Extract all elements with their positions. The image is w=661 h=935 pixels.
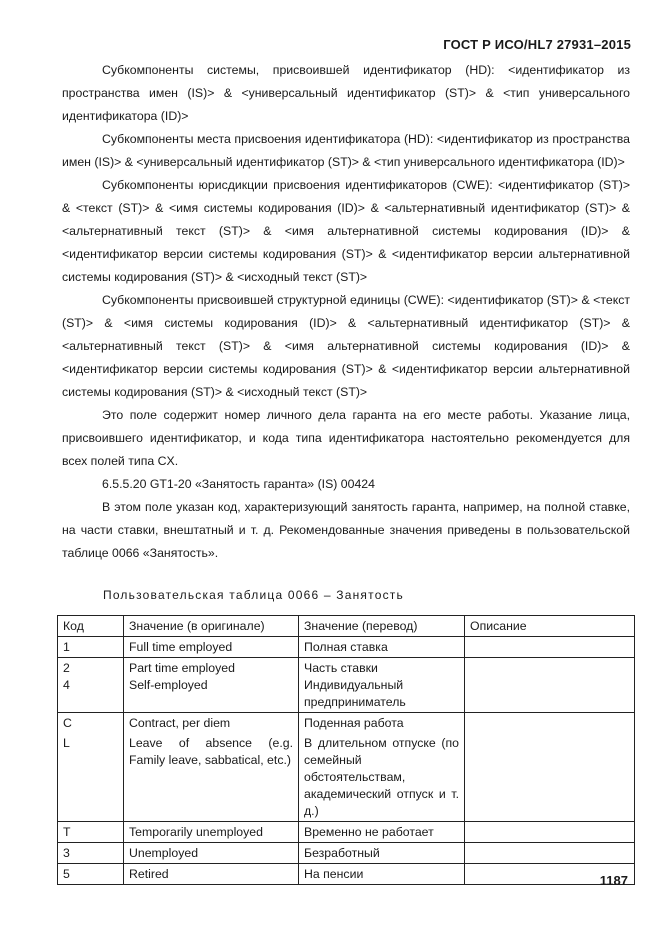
cell-original: Temporarily unemployed (124, 822, 299, 843)
translation-2: Часть ставки (304, 661, 378, 675)
original-c: Contract, per diem (129, 716, 231, 730)
cell-translation: Безработный (299, 843, 465, 864)
cell-description (465, 658, 635, 713)
code-2: 2 (63, 661, 70, 675)
table-row-group (58, 658, 635, 713)
original-l: Leave of absence (e.g. Family leave, sabbatical, etc.) (129, 736, 293, 767)
cell-translation: На пенсии (299, 864, 465, 885)
cell-code (58, 658, 124, 713)
cell-description (465, 637, 635, 658)
table-row-group (58, 713, 635, 822)
table-caption: Пользовательская таблица 0066 – Занятость (103, 588, 404, 602)
paragraph-hd-place: Субкомпоненты места присвоения идентификатора (HD): <идентификатор из пространства имен (IS)> & <универсальный идентификатор (ST)> & <тип универсального идентификатора (ID)> (62, 132, 630, 169)
employment-table (57, 615, 635, 885)
cell-description (465, 713, 635, 822)
table-header-row (58, 616, 635, 637)
original-4: Self-employed (129, 678, 208, 692)
cell-translation: Полная ставка (299, 637, 465, 658)
document-header: ГОСТ Р ИСО/HL7 27931–2015 (443, 37, 631, 52)
cell-description (465, 843, 635, 864)
table-row (58, 864, 635, 885)
cell-code: 1 (58, 637, 124, 658)
cell-translation: Временно не работает (299, 822, 465, 843)
cell-translation (299, 658, 465, 713)
paragraph-field-note: Это поле содержит номер личного дела гаранта на его месте работы. Указание лица, присвоившего идентификатор, и кода типа идентификатора настоятельно рекомендуется для всех полей типа CX. (62, 408, 630, 468)
table-row (58, 843, 635, 864)
header-translation: Значение (перевод) (299, 616, 465, 637)
page-number: 1187 (599, 873, 628, 888)
translation-l: В длительном отпуске (по семейный обстоятельствам, академический отпуск и т. д.) (304, 736, 459, 818)
cell-code: 3 (58, 843, 124, 864)
translation-4: Индивидуальный предприниматель (304, 678, 406, 709)
header-description: Описание (465, 616, 635, 637)
table-row (58, 822, 635, 843)
section-paragraph: В этом поле указан код, характеризующий занятость гаранта, например, на полной ставке, на части ставки, внештатный и т. д. Рекомендованные значения приведены в пользовательской таблице 0066 «Занятость». (62, 500, 630, 560)
table-row (58, 637, 635, 658)
section-heading: 6.5.5.20 GT1-20 «Занятость гаранта» (IS) 00424 (102, 477, 375, 491)
code-c: C (63, 716, 72, 730)
cell-code (58, 713, 124, 822)
header-code: Код (58, 616, 124, 637)
translation-c: Поденная работа (304, 716, 404, 730)
cell-translation (299, 713, 465, 822)
original-2: Part time employed (129, 661, 235, 675)
paragraph-cwe-department: Субкомпоненты присвоившей структурной единицы (CWE): <идентификатор (ST)> & <текст (ST)> & <имя системы кодирования (ID)> & <альтернативный идентификатор (ST)> & <альтернативный текст (ST)> & <имя альтернативной системы кодирования (ID)> & <идентификатор версии системы кодирования (ST)> & <идентификатор версии альтернативной системы кодирования (ST)> & <исходный текст (ST)> (62, 293, 630, 399)
cell-code: 5 (58, 864, 124, 885)
cell-description (465, 822, 635, 843)
cell-code: T (58, 822, 124, 843)
cell-original: Full time employed (124, 637, 299, 658)
code-4: 4 (63, 678, 70, 692)
paragraph-cwe-jurisdiction: Субкомпоненты юрисдикции присвоения идентификаторов (CWE): <идентификатор (ST)> & <текст (ST)> & <имя системы кодирования (ID)> & <альтернативный идентификатор (ST)> & <альтернативный текст (ST)> & <имя альтернативной системы кодирования (ID)> & <идентификатор версии системы кодирования (ST)> & <идентификатор версии альтернативной системы кодирования (ST)> & <исходный текст (ST)> (62, 178, 630, 284)
cell-original (124, 658, 299, 713)
paragraph-hd-system: Субкомпоненты системы, присвоившей идентификатор (HD): <идентификатор из пространства имен (IS)> & <универсальный идентификатор (ST)> & <тип универсального идентификатора (ID)> (62, 63, 630, 123)
header-original: Значение (в оригинале) (124, 616, 299, 637)
body-text (62, 59, 630, 565)
code-l: L (63, 736, 70, 750)
cell-original: Unemployed (124, 843, 299, 864)
cell-original: Retired (124, 864, 299, 885)
cell-original (124, 713, 299, 822)
